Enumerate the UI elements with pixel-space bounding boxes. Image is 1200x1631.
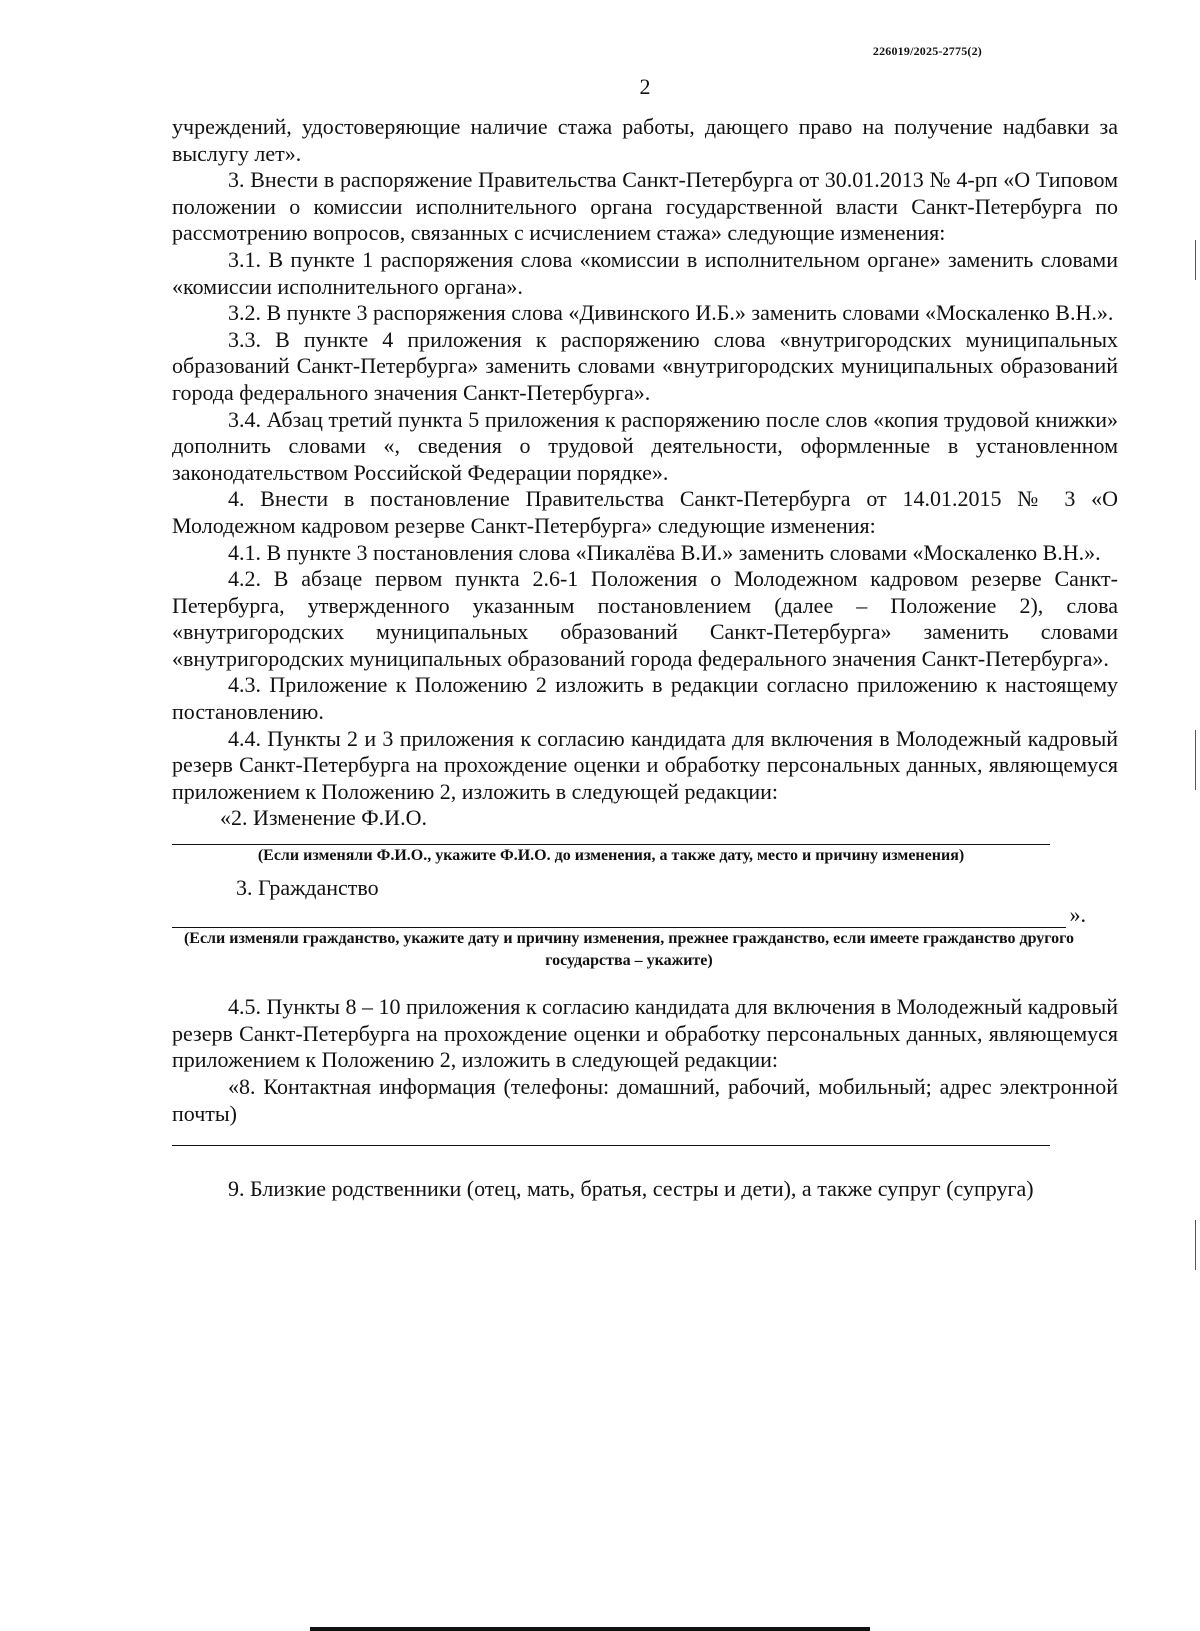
- form-field-citizenship-line: [172, 907, 1066, 928]
- form-field-contact-info-label: «8. Контактная информация (телефоны: домашний, рабочий, мобильный; адрес электронной почты): [172, 1074, 1118, 1126]
- form-field-citizenship-hint: (Если изменяли гражданство, укажите дату и причину изменения, прежнее гражданство, если имеете гражданство другого государства – укажите): [183, 930, 1075, 970]
- form-field-name-change-label: «2. Изменение Ф.И.О.: [220, 805, 427, 831]
- form-field-contact-info-line: [172, 1127, 1050, 1146]
- form-field-citizenship-label: 3. Гражданство: [236, 875, 379, 901]
- scan-margin-mark: [1195, 1220, 1196, 1270]
- paragraph-continuation: учреждений, удостоверяющие наличие стажа работы, дающего право на получение надбавки за выслугу лет».: [172, 114, 1118, 166]
- paragraph-item-4-3: 4.3. Приложение к Положению 2 изложить в редакции согласно приложению к настоящему постановлению.: [172, 672, 1118, 725]
- paragraph-item-4-5: 4.5. Пункты 8 – 10 приложения к согласию кандидата для включения в Молодежный кадровый резерв Санкт-Петербурга на прохождение оценки и обработку персональных данных, являющемуся приложением к Положению 2, изложить в следующей редакции:: [172, 994, 1118, 1073]
- paragraph-item-3-2: 3.2. В пункте 3 распоряжения слова «Дивинского И.Б.» заменить словами «Москаленко В.Н.».: [228, 300, 1114, 326]
- paragraph-item-3-1: 3.1. В пункте 1 распоряжения слова «комиссии в исполнительном органе» заменить словами «комиссии исполнительного органа».: [172, 246, 1118, 299]
- paragraph-item-3-3: 3.3. В пункте 4 приложения к распоряжению слова «внутригородских муниципальных образований Санкт-Петербурга» заменить словами «внутригородских муниципальных образований города федерального значения Санкт-Петербурга».: [172, 326, 1118, 405]
- scan-bottom-edge: [310, 1627, 870, 1631]
- form-field-name-change-line: [172, 832, 1050, 845]
- paragraph-item-4-1: 4.1. В пункте 3 постановления слова «Пикалёва В.И.» заменить словами «Москаленко В.Н.».: [228, 539, 1101, 565]
- form-field-relatives-label: 9. Близкие родственники (отец, мать, братья, сестры и дети), а также супруг (супруга): [228, 1176, 1034, 1202]
- paragraph-item-4-4: 4.4. Пункты 2 и 3 приложения к согласию кандидата для включения в Молодежный кадровый резерв Санкт-Петербурга на прохождение оценки и обработку персональных данных, являющемуся приложением к Положению 2, изложить в следующей редакции:: [172, 725, 1118, 804]
- document-registration-number: 226019/2025-2775(2): [872, 44, 982, 58]
- paragraph-item-4-2: 4.2. В абзаце первом пункта 2.6-1 Положения о Молодежном кадровом резерве Санкт-Петербурга, утвержденного указанным постановлением (далее – Положение 2), слова «внутригородских муниципальных образований Санкт-Петербурга» заменить словами «внутригородских муниципальных образований города федерального значения Санкт-Петербурга».: [172, 566, 1118, 671]
- page-number: 2: [639, 74, 651, 99]
- form-field-name-change-hint: (Если изменяли Ф.И.О., укажите Ф.И.О. до изменения, а также дату, место и причину изменения): [257, 847, 965, 865]
- document-body: [172, 114, 1118, 1203]
- paragraph-item-3: 3. Внести в распоряжение Правительства Санкт-Петербурга от 30.01.2013 № 4-рп «О Типовом положении о комиссии исполнительного органа государственной власти Санкт-Петербурга по рассмотрению вопросов, связанных с исчислением стажа» следующие изменения:: [172, 167, 1118, 246]
- closing-quote: ».: [1069, 901, 1086, 927]
- scan-margin-mark: [1195, 240, 1196, 280]
- paragraph-item-4: 4. Внести в постановление Правительства Санкт-Петербурга от 14.01.2015 № 3 «О Молодежном кадровом резерве Санкт-Петербурга» следующие изменения:: [172, 486, 1118, 538]
- scan-margin-mark: [1195, 730, 1196, 790]
- paragraph-item-3-4: 3.4. Абзац третий пункта 5 приложения к распоряжению после слов «копия трудовой книжки» дополнить словами «, сведения о трудовой деятельности, оформленные в установленном законодательством Российской Федерации порядке».: [172, 406, 1118, 485]
- form-field-citizenship-row: [172, 902, 1086, 929]
